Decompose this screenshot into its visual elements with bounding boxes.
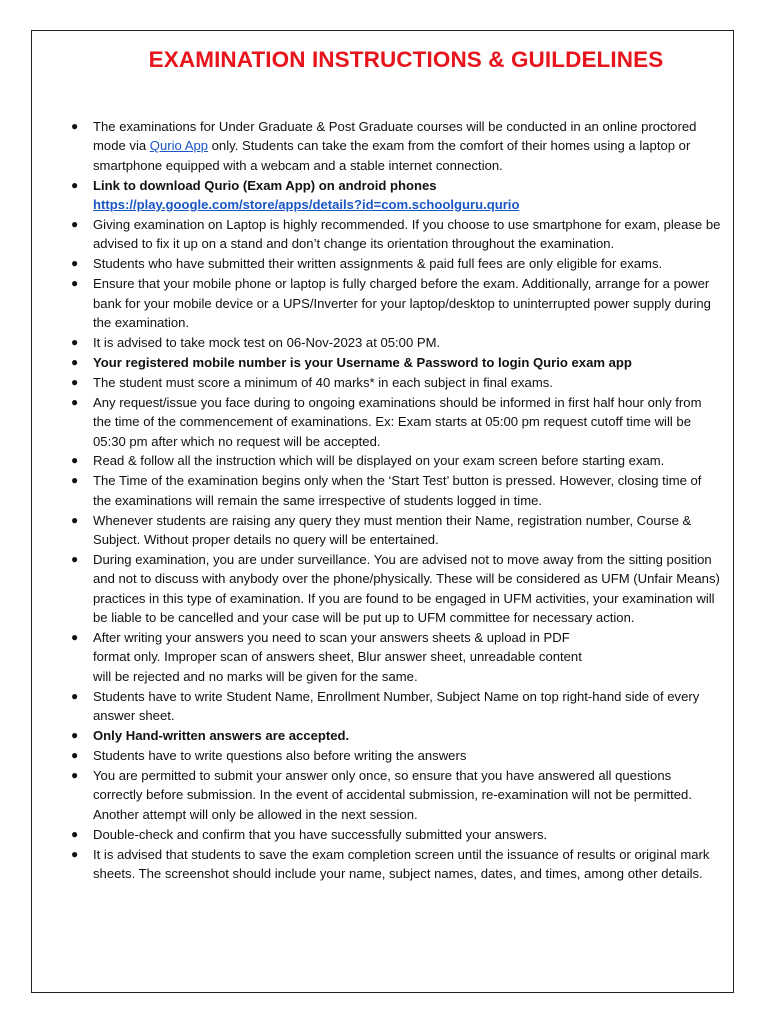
item-text: Whenever students are raising any query they must mention their Name, registration number, Course & Subject. Without proper details no query will be entertained. [93,512,692,548]
item-text: Double-check and confirm that you have successfully submitted your answers. [93,826,548,842]
list-item [71,511,721,550]
list-item [71,628,721,686]
bullet-icon: ● [71,394,79,409]
bullet-icon: ● [71,217,79,232]
bullet-icon: ● [71,767,79,782]
item-text: It is advised that students to save the exam completion screen until the issuance of results or original mark sheets. The screenshot should include your name, subject names, dates, and times, among other details. [93,846,710,881]
bullet-icon: ● [71,119,79,133]
instructions-list [71,117,721,884]
bullet-icon: ● [71,551,79,566]
list-item [71,176,721,215]
item-text: Ensure that your mobile phone or laptop is fully charged before the exam. Additionally, arrange for a power bank for your mobile device or a UPS/Inverter for your laptop/desktop to uninterrupted power supply during the examination. [93,276,711,331]
list-item [71,687,721,726]
item-text: Students have to write Student Name, Enrollment Number, Subject Name on top right-hand side of every answer sheet. [93,688,700,724]
bullet-icon: ● [71,512,79,527]
bullet-icon: ● [71,473,79,488]
list-item [71,726,721,745]
list-item [71,333,721,352]
list-item [71,451,721,470]
list-item [71,215,721,254]
bullet-icon: ● [71,630,79,645]
list-item [71,766,721,824]
list-item [71,845,721,884]
list-item [71,393,721,451]
bullet-icon: ● [71,688,79,703]
bullet-icon: ● [71,846,79,861]
download-heading: Link to download Qurio (Exam App) on android phones [93,177,437,193]
item-text: Students who have submitted their written assignments & paid full fees are only eligible for exams. [93,256,663,272]
bullet-icon: ● [71,374,79,389]
item-text-bold: Your registered mobile number is your Username & Password to login Qurio exam app [93,354,632,370]
list-item [71,825,721,844]
list-item [71,274,721,332]
item-text-bold: Only Hand-written answers are accepted. [93,728,350,744]
list-item [71,254,721,273]
bullet-icon: ● [71,728,79,743]
item-text: During examination, you are under surveillance. You are advised not to move away from the sitting position and not to discuss with anybody over the phone/physically. These will be considered as UFM (Unfair Means) practices in this type of examination. If you are found to be engaged in UFM activities, your examination will be liable to be cancelled and your case will be put up to UFM committee for necessary action. [93,551,720,626]
list-item [71,373,721,392]
list-item [71,471,721,510]
bullet-icon: ● [71,748,79,762]
item-text: Read & follow all the instruction which will be displayed on your exam screen before starting exam. [93,453,665,469]
list-item [71,746,721,765]
item-text: The student must score a minimum of 40 marks* in each subject in final exams. [93,374,553,390]
list-item [71,117,721,175]
bullet-icon: ● [71,334,79,349]
item-line: will be rejected and no marks will be given for the same. [93,668,418,684]
item-text: Students have to write questions also before writing the answers [93,748,467,763]
item-text-post: only. Students can take the exam from the comfort of their homes using a laptop or smartphone equipped with a webcam and a stable internet connection. [93,138,691,173]
bullet-icon: ● [71,256,79,271]
item-line: format only. Improper scan of answers sheet, Blur answer sheet, unreadable content [93,649,582,665]
item-text: The Time of the examination begins only when the ‘Start Test’ button is pressed. However, closing time of the examinations will remain the same irrespective of students logged in time. [93,473,702,508]
item-text: Any request/issue you face during to ongoing examinations should be informed in first half hour only from the time of the commencement of examinations. Ex: Exam starts at 05:00 pm request cutoff time will be 05:30 pm after which no request will be accepted. [93,394,702,449]
item-text: You are permitted to submit your answer only once, so ensure that you have answered all questions correctly before submission. In the event of accidental submission, re-examination will not be permitted. Another attempt will only be allowed in the next session. [93,767,692,822]
list-item [71,353,721,372]
page-title: EXAMINATION INSTRUCTIONS & GUILDELINES [148,47,664,72]
play-store-link[interactable]: https://play.google.com/store/apps/details?id=com.schoolguru.qurio [93,197,520,213]
item-text: Giving examination on Laptop is highly recommended. If you choose to use smartphone for exam, please be advised to fix it up on a stand and don’t change its orientation throughout the examination. [93,217,721,252]
item-line: After writing your answers you need to scan your answers sheets & upload in PDF [93,630,570,646]
list-item [71,550,721,628]
bullet-icon: ● [71,826,79,841]
bullet-icon: ● [71,354,79,369]
bullet-icon: ● [71,453,79,468]
qurio-app-link[interactable]: Qurio App [149,138,209,154]
bullet-icon: ● [71,276,79,291]
item-text: It is advised to take mock test on 06-Nov-2023 at 05:00 PM. [93,334,441,350]
item-text-pre: The examinations for Under Graduate & Post Graduate courses will be conducted in an online proctored mode via [93,119,697,154]
bullet-icon: ● [71,177,79,192]
